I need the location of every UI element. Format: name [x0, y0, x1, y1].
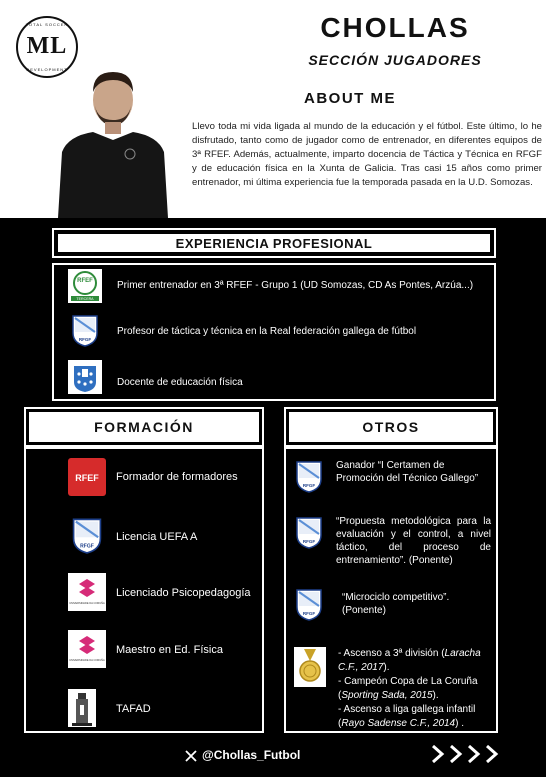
formacion-item-5: TAFAD	[116, 703, 151, 715]
badge-label: RFEF	[75, 473, 99, 483]
xunta-galicia-crest-icon	[68, 360, 102, 394]
achievement-team: Sporting Sada, 2015	[341, 690, 433, 701]
otros-list	[284, 447, 498, 733]
logo-initials: ML	[26, 33, 68, 59]
formacion-header-box	[24, 407, 264, 447]
otros-item-2: “Propuesta metodológica para la evaluación y el control, a nivel táctico, del proceso de entrenamiento”. (Ponente)	[336, 516, 491, 566]
achievement-text: - Campeón Copa de La Coruña (	[338, 676, 478, 701]
experiencia-item-1: Primer entrenador en 3ª RFEF - Grupo 1 (UD Somozas, CD As Pontes, Arzúa...)	[117, 280, 474, 291]
rfgf-shield-icon	[292, 515, 326, 549]
bio-text: Llevo toda mi vida ligada al mundo de la educación y el fútbol. Este último, lo he disfrutado, tanto como de jugador como de entrenador, en diferentes equipos de 3ª RFEF. Además, actualmente, imparto docencia de Táctica y Técnica en RFGF y de educación física en la Xunta de Galicia. Tras casi 15 años como primer entrenador, mi última experiencia fue la temporada pasada en la U.D. Somozas.	[192, 121, 542, 188]
badge-label: RFGF	[302, 539, 316, 544]
experiencia-list	[52, 263, 496, 401]
rfef-logo-icon	[68, 458, 106, 496]
tower-icon	[68, 689, 96, 727]
rfgf-shield-icon	[68, 313, 102, 347]
formacion-item-4: Maestro en Ed. Física	[116, 644, 223, 656]
achievement-tail: ).	[432, 690, 439, 701]
badge-label: RFGF	[302, 611, 316, 616]
badge-label: RFGF	[78, 337, 92, 342]
otros-item-3: “Microciclo competitivo”. (Ponente)	[342, 592, 450, 616]
achievement-2	[338, 675, 493, 703]
page-title: CHOLLAS	[320, 12, 470, 43]
badge-label: RFEF	[77, 278, 93, 284]
experiencia-header-box	[52, 228, 496, 258]
rfgf-shield-icon	[292, 459, 326, 493]
about-heading: ABOUT ME	[304, 90, 396, 107]
profile-header	[0, 0, 546, 218]
experiencia-title: EXPERIENCIA PROFESIONAL	[58, 234, 490, 252]
page-subtitle: SECCIÓN JUGADORES	[308, 52, 482, 68]
achievement-tail: ) .	[455, 718, 465, 729]
achievement-1	[338, 647, 493, 675]
badge-label: RFGF	[80, 543, 94, 550]
achievement-3	[338, 703, 493, 731]
otros-header-box	[284, 407, 498, 447]
udc-logo-icon	[68, 573, 106, 611]
chevron-right-icon	[482, 743, 504, 765]
logo-ring-top: TOTAL SOCCER	[25, 22, 69, 27]
achievements-list	[338, 647, 493, 731]
experiencia-item-2: Profesor de táctica y técnica en la Real federación gallega de fútbol	[117, 326, 417, 337]
formacion-item-2: Licencia UEFA A	[116, 531, 198, 543]
achievement-text: - Ascenso a 3ª división (	[338, 648, 445, 659]
udc-logo-icon	[68, 630, 106, 668]
badge-label: RFGF	[302, 483, 316, 488]
otros-item-1: Ganador “I Certamen de Promoción del Técnico Gallego”	[336, 460, 479, 484]
achievement-team: Laracha C.F., 2017	[338, 648, 481, 673]
formacion-list	[24, 447, 264, 733]
x-logo-icon	[185, 750, 197, 762]
formacion-item-3: Licenciado Psicopedagogía	[116, 587, 251, 599]
formacion-title: FORMACIÓN	[29, 412, 259, 442]
formacion-item-1: Formador de formadores	[116, 471, 238, 483]
otros-title: OTROS	[289, 412, 493, 442]
badge-label: TERCERA	[76, 297, 94, 301]
rfgf-shield-icon	[292, 587, 326, 621]
badge-label: UNIVERSIDADE DA CORUÑA	[69, 659, 105, 662]
achievement-text: - Ascenso a liga gallega infantil (	[338, 704, 476, 729]
achievement-team: Rayo Sadense C.F., 2014	[341, 718, 456, 729]
social-handle[interactable]: @Chollas_Futbol	[202, 748, 301, 762]
medal-icon	[294, 647, 326, 687]
experiencia-item-3: Docente de educación física	[117, 377, 243, 388]
rfef-tercera-badge-icon	[68, 269, 102, 303]
coach-photo	[48, 62, 178, 218]
rfgf-shield-icon	[68, 516, 106, 554]
achievement-tail: ).	[383, 662, 390, 673]
badge-label: UNIVERSIDADE DA CORUÑA	[69, 602, 105, 605]
logo-ring-bottom: DEVELOPMENT	[26, 67, 68, 72]
